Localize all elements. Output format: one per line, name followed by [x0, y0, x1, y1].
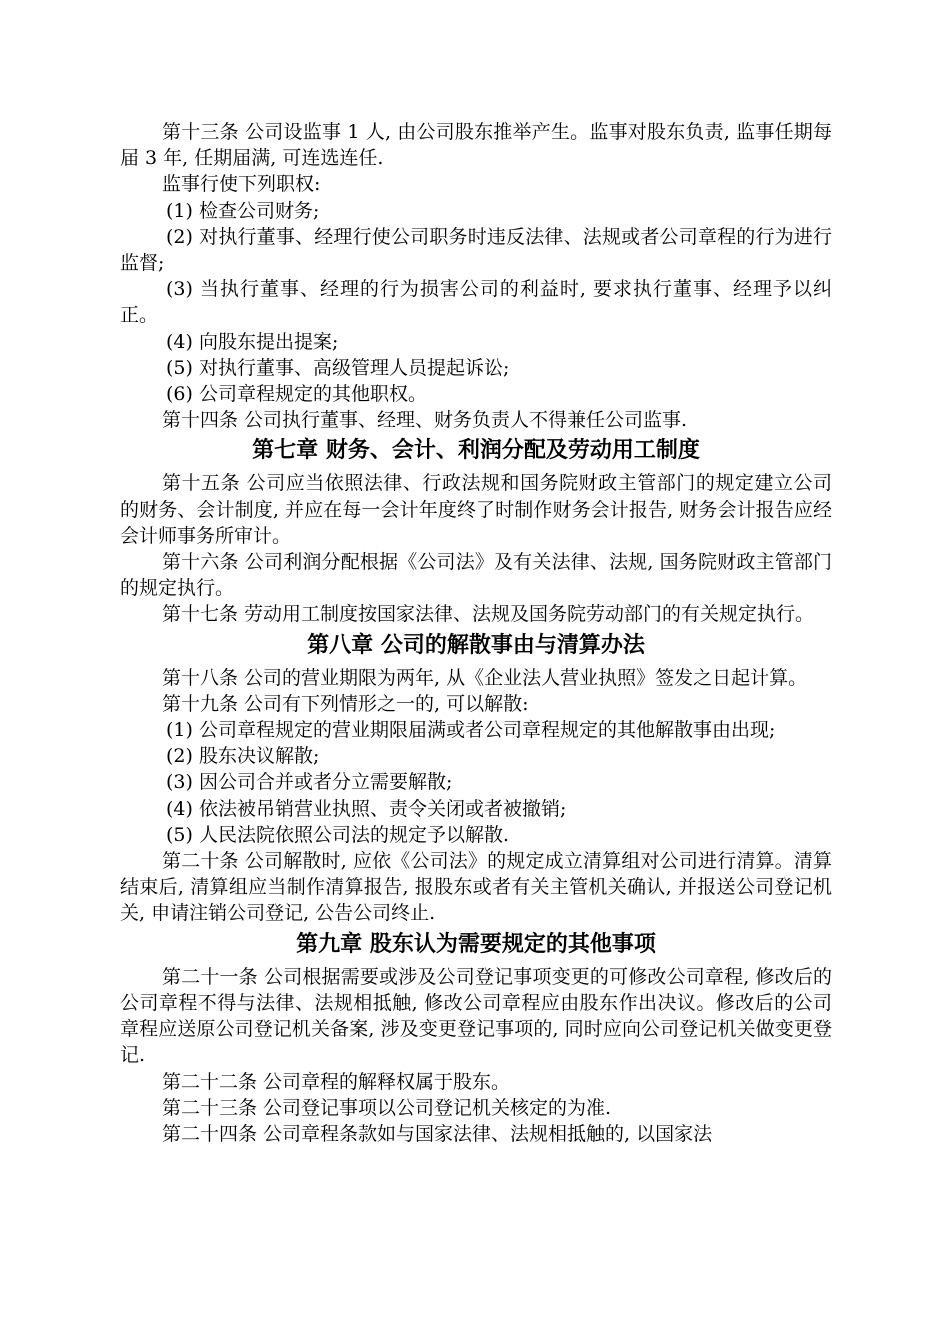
chapter-heading: 第七章 财务、会计、利润分配及劳动用工制度: [252, 438, 700, 464]
article-21: 第二十一条 公司根据需要或涉及公司登记事项变更的可修改公司章程, 修改后的公司章程不得与法律、法规相抵触, 修改公司章程应由股东作出决议。修改后的公司章程应送原公司登记机关备案, 涉及变更登记事项的, 同时应向公司登记机关做变更登记.: [120, 965, 832, 1067]
chapter-7: [120, 437, 832, 627]
chapter-9: [120, 931, 832, 1147]
article-17: 第十七条 劳动用工制度按国家法律、法规及国务院劳动部门的有关规定执行。: [162, 603, 815, 626]
chapter-heading: 第九章 股东认为需要规定的其他事项: [296, 931, 656, 957]
list-item: (4) 向股东提出提案;: [166, 330, 339, 353]
list-item: (1) 公司章程规定的营业期限届满或者公司章程规定的其他解散事由出现;: [166, 719, 776, 742]
article-20: 第二十条 公司解散时, 应依《公司法》的规定成立清算组对公司进行清算。清算结束后, 清算组应当制作清算报告, 报股东或者有关主管机关确认, 并报送公司登记机关, 申请注销公司登记, 公告公司终止.: [120, 850, 832, 925]
section-supervisor: [120, 119, 832, 433]
chapter-8: [120, 632, 832, 927]
article-19: 第十九条 公司有下列情形之一的, 可以解散:: [162, 692, 529, 715]
article-22: 第二十二条 公司章程的解释权属于股东。: [162, 1070, 511, 1093]
list-item: (2) 股东决议解散;: [166, 745, 320, 768]
list-item: (6) 公司章程规定的其他职权。: [166, 383, 427, 406]
article-16: 第十六条 公司利润分配根据《公司法》及有关法律、法规, 国务院财政主管部门的规定执行。: [120, 551, 832, 600]
document-page: [120, 119, 832, 1147]
list-item: (2) 对执行董事、经理行使公司职务时违反法律、法规或者公司章程的行为进行监督;: [120, 225, 832, 275]
article-23: 第二十三条 公司登记事项以公司登记机关核定的为准.: [162, 1096, 612, 1119]
article-13: 第十三条 公司设监事 1 人, 由公司股东推举产生。监事对股东负责, 监事任期每届 3 年, 任期届满, 可连选连任.: [120, 121, 832, 170]
list-item: (3) 当执行董事、经理的行为损害公司的利益时, 要求执行董事、经理予以纠正。: [120, 278, 832, 327]
list-item: (5) 对执行董事、高级管理人员提起诉讼;: [166, 356, 510, 379]
supervisor-powers-intro: 监事行使下列职权:: [162, 173, 321, 196]
list-item: (1) 检查公司财务;: [166, 199, 320, 222]
list-item: (3) 因公司合并或者分立需要解散;: [166, 771, 453, 794]
list-item: (4) 依法被吊销营业执照、责令关闭或者被撤销;: [166, 797, 567, 820]
chapter-heading: 第八章 公司的解散事由与清算办法: [307, 632, 645, 658]
article-14: 第十四条 公司执行董事、经理、财务负责人不得兼任公司监事.: [162, 409, 688, 432]
article-15: 第十五条 公司应当依照法律、行政法规和国务院财政主管部门的规定建立公司的财务、会计制度, 并应在每一会计年度终了时制作财务会计报告, 财务会计报告应经会计师事务所审计。: [120, 472, 832, 547]
list-item: (5) 人民法院依照公司法的规定予以解散.: [166, 823, 509, 846]
article-24: 第二十四条 公司章程条款如与国家法律、法规相抵触的, 以国家法: [162, 1122, 713, 1145]
article-18: 第十八条 公司的营业期限为两年, 从《企业法人营业执照》签发之日起计算。: [162, 666, 808, 689]
